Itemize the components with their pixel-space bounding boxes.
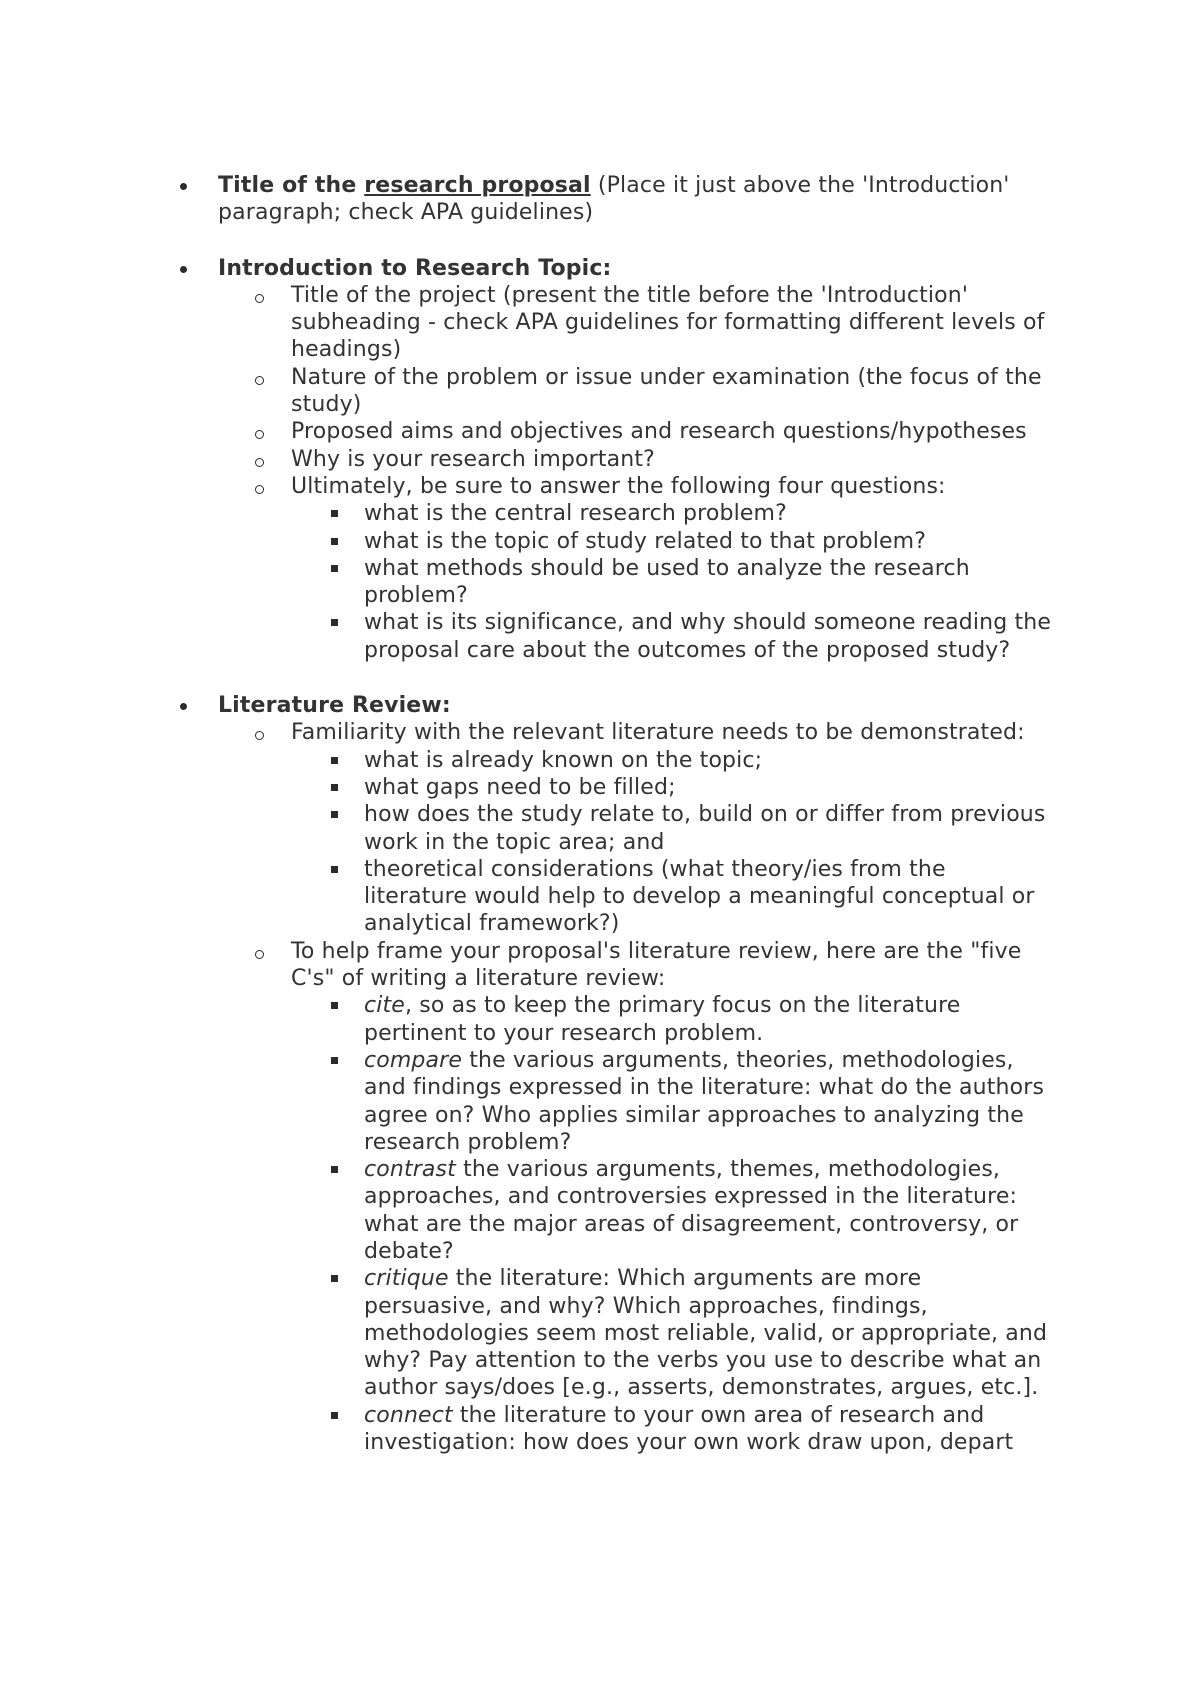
- section-heading: Literature Review:: [218, 693, 451, 719]
- list-item: [0, 418, 1055, 445]
- list-item-text: what is already known on the topic;: [364, 747, 763, 773]
- list-item-text: the literature: Which arguments are more persuasive, and why? Which approaches, findings, methodologies seem most reliable, valid, or appropriate, and why? Pay attention to the verbs you use to describe what an author says/does [e.g., asserts, demonstrates, argues, etc.].: [364, 1266, 1048, 1401]
- bullet-disc-icon: [180, 266, 187, 273]
- term-contrast: contrast: [364, 1157, 456, 1183]
- list-item-text: the literature to your own area of research and investigation: how does your own work draw upon, depart: [364, 1402, 1014, 1456]
- research-proposal-link[interactable]: research proposal: [364, 173, 591, 198]
- term-cite: cite: [364, 993, 405, 1019]
- list-item: [0, 1402, 1055, 1457]
- list-item-text: the various arguments, theories, methodologies, and findings expressed in the literature: what do the authors agree on? Who applies similar approaches to analyzing the research problem?: [364, 1047, 1045, 1155]
- list-item-text: the various arguments, themes, methodologies, approaches, and controversies expressed in the literature: what are the major areas of disagreement, controversy, or debate?: [364, 1157, 1019, 1264]
- bullet-square-icon: [331, 1166, 338, 1173]
- list-item-text: Ultimately, be sure to answer the following four questions:: [291, 473, 946, 499]
- bullet-square-icon: [331, 757, 338, 764]
- list-item: [0, 282, 1055, 364]
- bullet-square-icon: [331, 619, 338, 626]
- section-title-label: Title of the: [218, 173, 365, 198]
- list-item-text: what methods should be used to analyze the research problem?: [364, 555, 970, 609]
- list-item: [0, 1047, 1055, 1156]
- bullet-square-icon: [331, 866, 338, 873]
- list-item: [0, 938, 1055, 1457]
- list-item-text: Nature of the problem or issue under examination (the focus of the study): [291, 364, 1042, 418]
- list-item-text: Familiarity with the relevant literature needs to be demonstrated:: [291, 720, 1025, 746]
- bullet-circle-icon: [255, 294, 264, 303]
- list-item: [0, 446, 1055, 473]
- bullet-square-icon: [331, 1002, 338, 1009]
- list-item: [0, 528, 1055, 555]
- list-item-text: what gaps need to be filled;: [364, 774, 676, 800]
- literature-review-items: [218, 719, 1055, 1456]
- term-critique: critique: [364, 1266, 449, 1292]
- bullet-circle-icon: [255, 458, 264, 467]
- section-title-item: [0, 172, 1055, 227]
- list-item: [0, 364, 1055, 419]
- list-item-text: Why is your research important?: [291, 446, 655, 472]
- section-heading: Introduction to Research Topic:: [218, 255, 612, 281]
- bullet-circle-icon: [255, 430, 264, 439]
- bullet-square-icon: [331, 510, 338, 517]
- list-item-text: , so as to keep the primary focus on the literature pertinent to your research problem.: [364, 993, 961, 1046]
- list-item-text: theoretical considerations (what theory/ies from the literature would help to develop a meaningful conceptual or analytical framework?): [364, 856, 1035, 937]
- bullet-square-icon: [331, 1275, 338, 1282]
- bullet-square-icon: [331, 1057, 338, 1064]
- list-item-text: how does the study relate to, build on or differ from previous work in the topic area; and: [364, 802, 1046, 855]
- introduction-items: [218, 282, 1055, 664]
- list-item-text: what is its significance, and why should someone reading the proposal care about the outcomes of the proposed study?: [364, 610, 1052, 663]
- four-questions-list: [291, 500, 1055, 664]
- list-item: [0, 719, 1055, 937]
- list-item-text: To help frame your proposal's literature review, here are the "five C's" of writing a literature review:: [291, 938, 1022, 992]
- list-item: [0, 801, 1055, 856]
- list-item-text: Proposed aims and objectives and research questions/hypotheses: [291, 419, 1027, 445]
- bullet-disc-icon: [180, 703, 187, 710]
- bullet-square-icon: [331, 1412, 338, 1419]
- list-item: [0, 609, 1055, 664]
- section-title-note: (Place it just above the 'Introduction' paragraph; check APA guidelines): [218, 173, 1010, 226]
- list-item: [0, 555, 1055, 610]
- bullet-square-icon: [331, 811, 338, 818]
- list-item: [0, 1265, 1055, 1401]
- list-item: [0, 856, 1055, 938]
- bullet-circle-icon: [255, 376, 264, 385]
- list-item-text: what is the central research problem?: [364, 501, 787, 527]
- list-item: [0, 500, 1055, 527]
- list-item: [0, 774, 1055, 801]
- term-connect: connect: [364, 1402, 453, 1428]
- bullet-circle-icon: [255, 485, 264, 494]
- five-cs-list: [291, 992, 1055, 1456]
- bullet-square-icon: [331, 538, 338, 545]
- list-item: [0, 747, 1055, 774]
- section-introduction: [0, 255, 1055, 664]
- list-item: [0, 473, 1055, 664]
- document-body: [0, 172, 1200, 1456]
- bullet-circle-icon: [255, 950, 264, 959]
- familiarity-points: [291, 747, 1055, 938]
- list-item: [0, 1156, 1055, 1265]
- list-item: [0, 992, 1055, 1047]
- list-item-text: what is the topic of study related to that problem?: [364, 528, 927, 554]
- term-compare: compare: [364, 1047, 463, 1073]
- bullet-circle-icon: [255, 731, 264, 740]
- section-literature-review: [0, 692, 1055, 1456]
- bullet-disc-icon: [180, 183, 187, 190]
- list-item-text: Title of the project (present the title before the 'Introduction' subheading - check APA guidelines for formatting different levels of headings): [291, 282, 1045, 363]
- outline-list: [0, 172, 1200, 1456]
- bullet-square-icon: [331, 565, 338, 572]
- bullet-square-icon: [331, 784, 338, 791]
